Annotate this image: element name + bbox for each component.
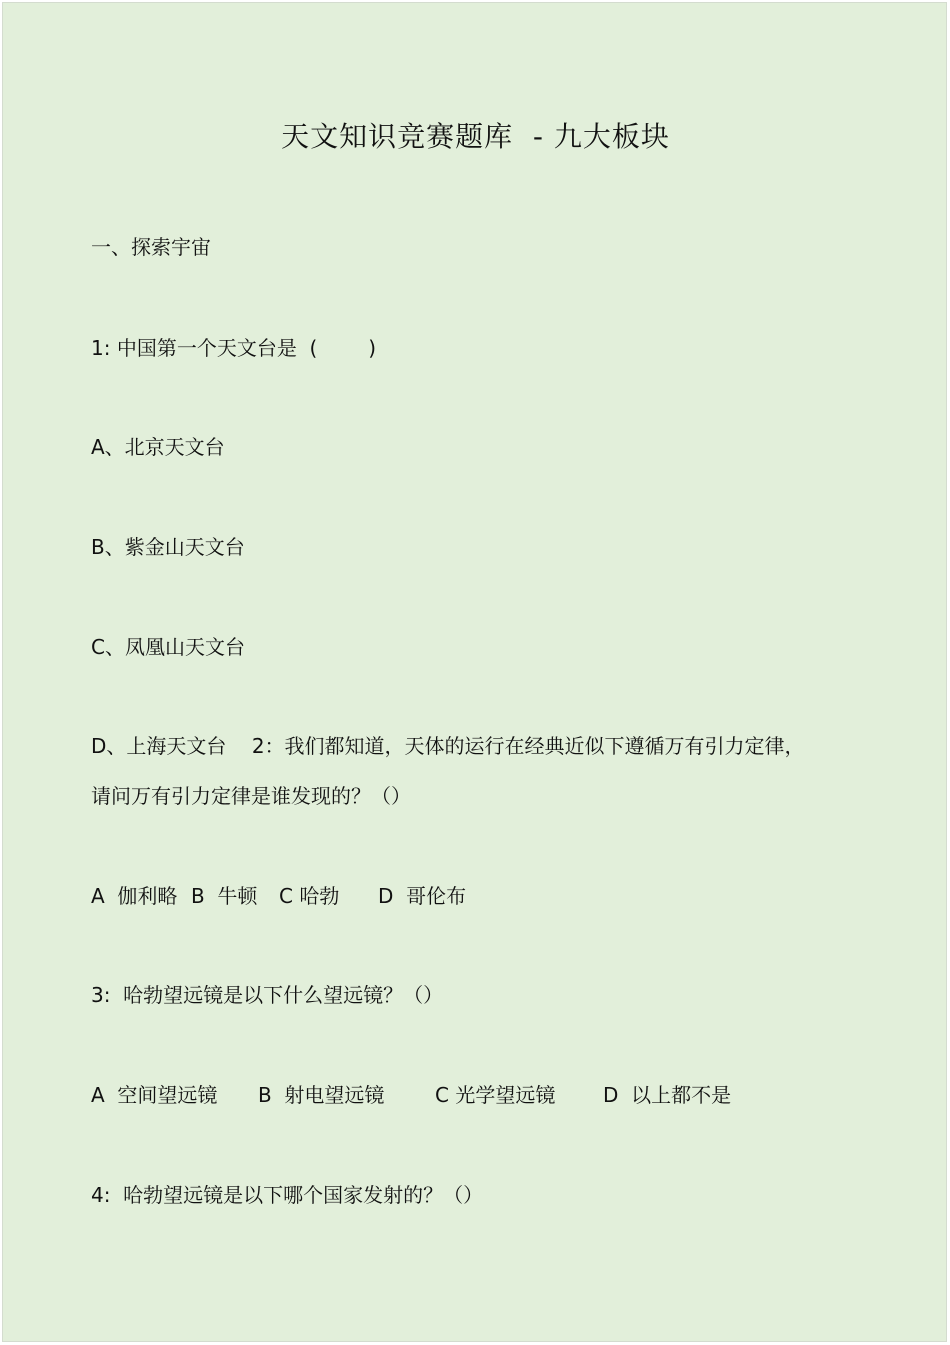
question-1-option-c: C、凤凰山天文台 bbox=[91, 635, 245, 659]
question-3-option-d: D 以上都不是 bbox=[603, 1083, 732, 1107]
question-3-option-a: A 空间望远镜 bbox=[91, 1083, 218, 1107]
question-1: 1: 中国第一个天文台是 ( ) bbox=[91, 336, 376, 360]
document-page bbox=[2, 2, 947, 1342]
question-2-continued: 请问万有引力定律是谁发现的？（） bbox=[91, 784, 411, 808]
question-2-option-a: A 伽利略 bbox=[91, 884, 178, 908]
question-3-option-c: C 光学望远镜 bbox=[435, 1083, 556, 1107]
question-3: 3: 哈勃望远镜是以下什么望远镜？（） bbox=[91, 983, 444, 1007]
question-1-option-b: B、紫金山天文台 bbox=[91, 535, 245, 559]
question-1-option-d-and-question-2: D、上海天文台 2：我们都知道，天体的运行在经典近似下遵循万有引力定律， bbox=[91, 734, 805, 758]
question-4: 4: 哈勃望远镜是以下哪个国家发射的？（） bbox=[91, 1183, 484, 1207]
question-3-option-b: B 射电望远镜 bbox=[258, 1083, 385, 1107]
question-2-option-d: D 哥伦布 bbox=[378, 884, 467, 908]
section-heading: 一、探索宇宙 bbox=[91, 235, 211, 259]
document-title: 天文知识竞赛题库 - 九大板块 bbox=[281, 120, 670, 153]
question-2-option-c: C 哈勃 bbox=[279, 884, 340, 908]
question-2-option-b: B 牛顿 bbox=[191, 884, 258, 908]
question-1-option-a: A、北京天文台 bbox=[91, 435, 225, 459]
